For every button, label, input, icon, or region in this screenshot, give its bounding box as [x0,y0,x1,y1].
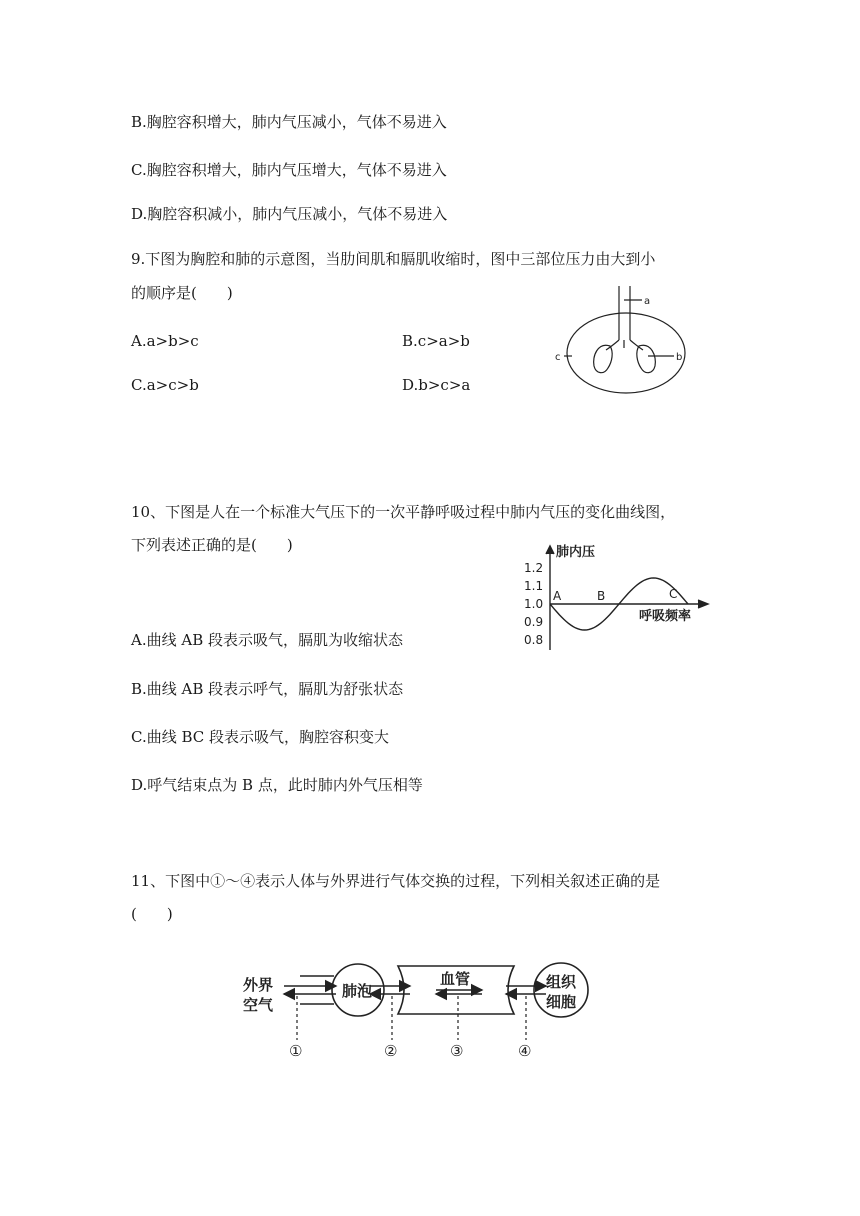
x-axis-label: 呼吸频率 [639,609,692,624]
airway [300,976,334,1004]
q9-option-b: B.c>a>b [402,332,470,350]
label-b: b [676,352,683,363]
point-b-label: B [597,589,606,603]
thorax-lung-diagram [540,278,710,398]
q11-stem-line1: 11、下图中①～④表示人体与外界进行气体交换的过程，下列相关叙述正确的是 [131,872,661,890]
y-axis-label: 肺内压 [556,545,596,560]
q9-option-a: A.a>b>c [131,332,199,350]
q8-option-c: C.胸腔容积增大，肺内气压增大，气体不易进入 [131,161,447,179]
y-tick-1.2: 1.2 [524,561,544,575]
y-tick-1.0: 1.0 [524,597,544,611]
alveolus-label: 肺泡 [342,982,373,1000]
right-lung [637,345,656,372]
y-tick-0.9: 0.9 [524,615,544,629]
label-c: c [555,352,561,363]
q10-stem-line1: 10、下图是人在一个标准大气压下的一次平静呼吸过程中肺内气压的变化曲线图， [131,503,676,521]
process-number-4: ④ [518,1042,532,1060]
q9-option-d: D.b>c>a [402,376,471,394]
tissue-label-line2: 细胞 [546,993,577,1011]
left-lung [594,345,613,372]
label-a: a [644,296,651,307]
outside-air-label-line2: 空气 [243,996,274,1014]
x-axis-arrow [698,600,708,608]
q9-stem-line2: 的顺序是( ) [131,284,233,302]
q10-option-d: D.呼气结束点为 B 点，此时肺内外气压相等 [131,776,423,794]
process-number-1: ① [289,1042,303,1060]
process-number-3: ③ [450,1042,464,1060]
q10-option-b: B.曲线 AB 段表示呼气，膈肌为舒张状态 [131,680,404,698]
y-tick-1.1: 1.1 [524,579,544,593]
y-axis-arrow [546,546,554,554]
thoracic-cavity-outline [567,313,685,393]
tissue-label-line1: 组织 [546,973,577,991]
q10-stem-line2: 下列表述正确的是( ) [131,536,293,554]
q9-option-c: C.a>c>b [131,376,199,394]
lung-pressure-chart [518,540,718,655]
vessel-label: 血管 [440,970,471,988]
outside-air-label-line1: 外界 [243,976,274,994]
process-number-2: ② [384,1042,398,1060]
q10-option-c: C.曲线 BC 段表示吸气，胸腔容积变大 [131,728,390,746]
q10-option-a: A.曲线 AB 段表示吸气，膈肌为收缩状态 [131,631,403,649]
point-c-label: C [669,587,678,601]
q11-stem-line2: ( ) [131,905,173,923]
q9-stem-line1: 9.下图为胸腔和肺的示意图，当肋间肌和膈肌收缩时，图中三部位压力由大到小 [131,250,656,268]
gas-exchange-diagram [240,960,600,1060]
point-a-label: A [553,589,562,603]
q8-option-b: B.胸腔容积增大，肺内气压减小，气体不易进入 [131,113,447,131]
y-tick-0.8: 0.8 [524,633,544,647]
q8-option-d: D.胸腔容积减小，肺内气压减小，气体不易进入 [131,205,448,223]
